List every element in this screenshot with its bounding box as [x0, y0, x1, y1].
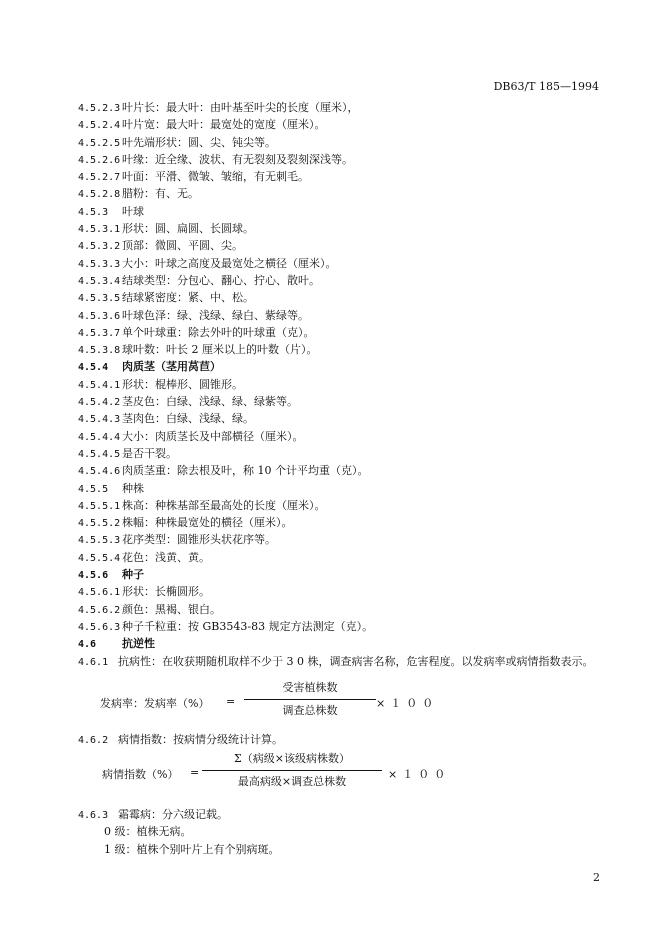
clause-text: 结球类型：分包心、翻心、拧心、散叶。	[122, 273, 320, 287]
clause-text: 单个叶球重：除去外叶的叶球重（克）。	[122, 325, 315, 339]
formula-label: 发病率：发病率（%）	[100, 696, 210, 710]
clause-number: 4.5.2.5	[78, 137, 121, 149]
clause-item	[78, 618, 598, 635]
document-body	[78, 99, 598, 858]
clause-text: 茎皮色：白绿、浅绿、绿、绿紫等。	[122, 395, 298, 409]
formula-multiplier: ×１００	[376, 696, 439, 710]
clause-text: 种子	[122, 568, 144, 582]
formula-equals: =	[190, 766, 200, 780]
clause-item	[78, 376, 598, 393]
clause-text: 叶片长：最大叶：由叶基至叶尖的长度（厘米），	[122, 101, 359, 114]
clause-text: 叶片宽：最大叶：最宽处的宽度（厘米）。	[122, 118, 326, 132]
clause-text: 花序类型：圆锥形头状花序等。	[122, 533, 276, 547]
clause-text: 株幅：种株最宽处的横径（厘米）。	[122, 516, 293, 530]
clause-number: 4.5.6.1	[78, 587, 121, 599]
clause-number: 4.5.3.5	[78, 293, 121, 305]
clause-item	[78, 566, 598, 583]
clause-text: 大小：肉质茎长及中部横径（厘米）。	[122, 429, 304, 443]
clause-item	[78, 635, 598, 652]
clause-text: 叶球色泽：绿、浅绿、绿白、紫绿等。	[122, 308, 309, 322]
clause-item	[78, 307, 598, 324]
clause-text: 顶部：微圆、平圆、尖。	[122, 239, 243, 253]
clause-number: 4.5.4.4	[78, 431, 121, 443]
page-number: 2	[593, 871, 600, 884]
formula-fraction	[202, 748, 382, 793]
clause-text: 大小：叶球之高度及最宽处之横径（厘米）。	[122, 256, 337, 270]
clause-number: 4.5.5.3	[78, 535, 121, 547]
clause-text: 叶球	[122, 204, 144, 218]
clause-item	[78, 428, 598, 445]
clause-item	[78, 514, 598, 531]
clause-text: 叶先端形状：圆、尖、钝尖等。	[122, 135, 276, 149]
clause-item	[78, 462, 598, 479]
clause-number: 4.5.2.7	[78, 172, 121, 184]
clause-number: 4.5.6	[78, 570, 109, 582]
clause-item	[78, 549, 598, 566]
formula-fraction	[244, 677, 376, 722]
clause-number: 4.5.3.1	[78, 224, 121, 236]
clause-item	[78, 497, 598, 514]
clause-item	[78, 531, 598, 548]
clause-number: 4.5.2.6	[78, 154, 121, 166]
clause-item	[78, 237, 598, 254]
clause-number: 4.6.2	[78, 734, 109, 746]
clause-number: 4.5.5.4	[78, 552, 121, 564]
clause-text: 病情指数：按病情分级统计计算。	[118, 732, 283, 746]
clause-item	[78, 410, 598, 427]
clause-text: 霜霉病：分六级记载。	[118, 808, 228, 822]
clause-number: 4.5.6.3	[78, 621, 121, 633]
formula-denominator: 调查总株数	[282, 703, 338, 717]
clause-item	[78, 255, 598, 272]
clause-item	[78, 289, 598, 306]
clause-item	[78, 601, 598, 618]
clause-text: 球叶数：叶长 2 厘米以上的叶数（片）。	[122, 343, 318, 357]
clause-text: 抗病性：在收获期随机取样不少于 3 0 株，调查病害名称，危害程度。以发病率或病情指数表示。	[118, 654, 594, 668]
clause-item	[78, 134, 598, 151]
clause-number: 4.6	[78, 639, 97, 651]
clause-number: 4.5.4	[78, 362, 109, 374]
clause-item	[78, 480, 598, 497]
clause-item	[78, 358, 598, 375]
clause-text: 种子千粒重：按 GB3543-83 规定方法测定（克）。	[122, 619, 374, 633]
clause-number: 4.5.2.8	[78, 189, 121, 201]
clause-text: 是否干裂。	[122, 446, 177, 460]
clause-item	[78, 203, 598, 220]
clause-number: 4.5.3.6	[78, 310, 121, 322]
clause-number: 4.5.3.7	[78, 327, 121, 339]
formula-denominator: 最高病级×调查总株数	[237, 775, 347, 789]
clause-list	[78, 99, 598, 653]
formula-disease-index	[78, 748, 598, 800]
formula-label: 病情指数（%）	[102, 768, 179, 782]
clause-text: 叶缘：近全缘、波状、有无裂刻及裂刻深浅等。	[122, 152, 353, 166]
clause-number: 4.5.6.2	[78, 604, 121, 616]
clause-text: 株高：种株基部至最高处的长度（厘米）。	[122, 498, 326, 512]
clause-item	[78, 272, 598, 289]
clause-text: 肉质茎（茎用莴苣）	[122, 360, 221, 374]
clause-item	[78, 393, 598, 410]
clause-item	[78, 220, 598, 237]
clause-text: 形状：长椭圆形。	[122, 585, 210, 599]
clause-number: 4.5.5.1	[78, 500, 121, 512]
clause-number: 4.6.3	[78, 810, 109, 822]
clause-text: 茎肉色：白绿、浅绿、绿。	[122, 412, 254, 426]
clause-number: 4.5.3	[78, 206, 109, 218]
formula-numerator: 受害植株数	[282, 680, 338, 694]
grade-0: 0 级：植株无病。	[104, 825, 192, 839]
clause-number: 4.5.2.3	[78, 103, 121, 114]
clause-item	[78, 116, 598, 133]
clause-number: 4.5.4.2	[78, 397, 121, 409]
clause-item	[78, 168, 598, 185]
clause-text: 花色：浅黄、黄。	[122, 550, 210, 564]
clause-number: 4.5.4.1	[78, 379, 121, 391]
clause-item	[78, 341, 598, 358]
formula-multiplier: ×１００	[388, 768, 451, 782]
clause-number: 4.5.3.3	[78, 258, 121, 270]
clause-4-6-1	[78, 653, 598, 671]
clause-number: 4.5.5	[78, 483, 109, 495]
clause-item	[78, 324, 598, 341]
clause-text: 形状：棍棒形、圆锥形。	[122, 377, 243, 391]
clause-number: 4.5.3.4	[78, 275, 121, 287]
clause-item	[78, 99, 598, 116]
clause-text: 结球紧密度：紧、中、松。	[122, 291, 254, 305]
grade-1: 1 级：植株个别叶片上有个别病斑。	[104, 842, 280, 856]
clause-number: 4.5.4.5	[78, 448, 121, 460]
clause-number: 4.5.5.2	[78, 518, 121, 530]
clause-text: 抗逆性	[122, 637, 155, 651]
clause-item	[78, 583, 598, 600]
clause-text: 形状：圆、扁圆、长圆球。	[122, 222, 254, 236]
clause-item	[78, 445, 598, 462]
formula-equals: =	[226, 694, 236, 708]
clause-text: 肉质茎重：除去根及叶，称 10 个计平均重（克）。	[122, 464, 369, 478]
clause-number: 4.5.4.6	[78, 466, 121, 478]
formula-incidence	[78, 677, 598, 729]
doc-code: DB63/T 185—1994	[493, 80, 599, 93]
clause-number: 4.6.1	[78, 656, 109, 668]
clause-item	[78, 151, 598, 168]
clause-number: 4.5.4.3	[78, 414, 121, 426]
clause-text: 颜色：黑褐、银白。	[122, 602, 221, 616]
clause-4-6-2	[78, 731, 598, 748]
clause-number: 4.5.3.8	[78, 345, 121, 357]
formula-numerator: Σ（病级×该级病株数）	[234, 752, 350, 766]
clause-4-6-3	[78, 806, 598, 823]
clause-text: 叶面：平滑、微皱、皱缩，有无刺毛。	[122, 170, 309, 184]
clause-text: 种株	[122, 481, 144, 495]
clause-number: 4.5.2.4	[78, 120, 121, 132]
clause-item	[78, 185, 598, 202]
clause-text: 腊粉：有、无。	[122, 187, 199, 201]
clause-number: 4.5.3.2	[78, 241, 121, 253]
